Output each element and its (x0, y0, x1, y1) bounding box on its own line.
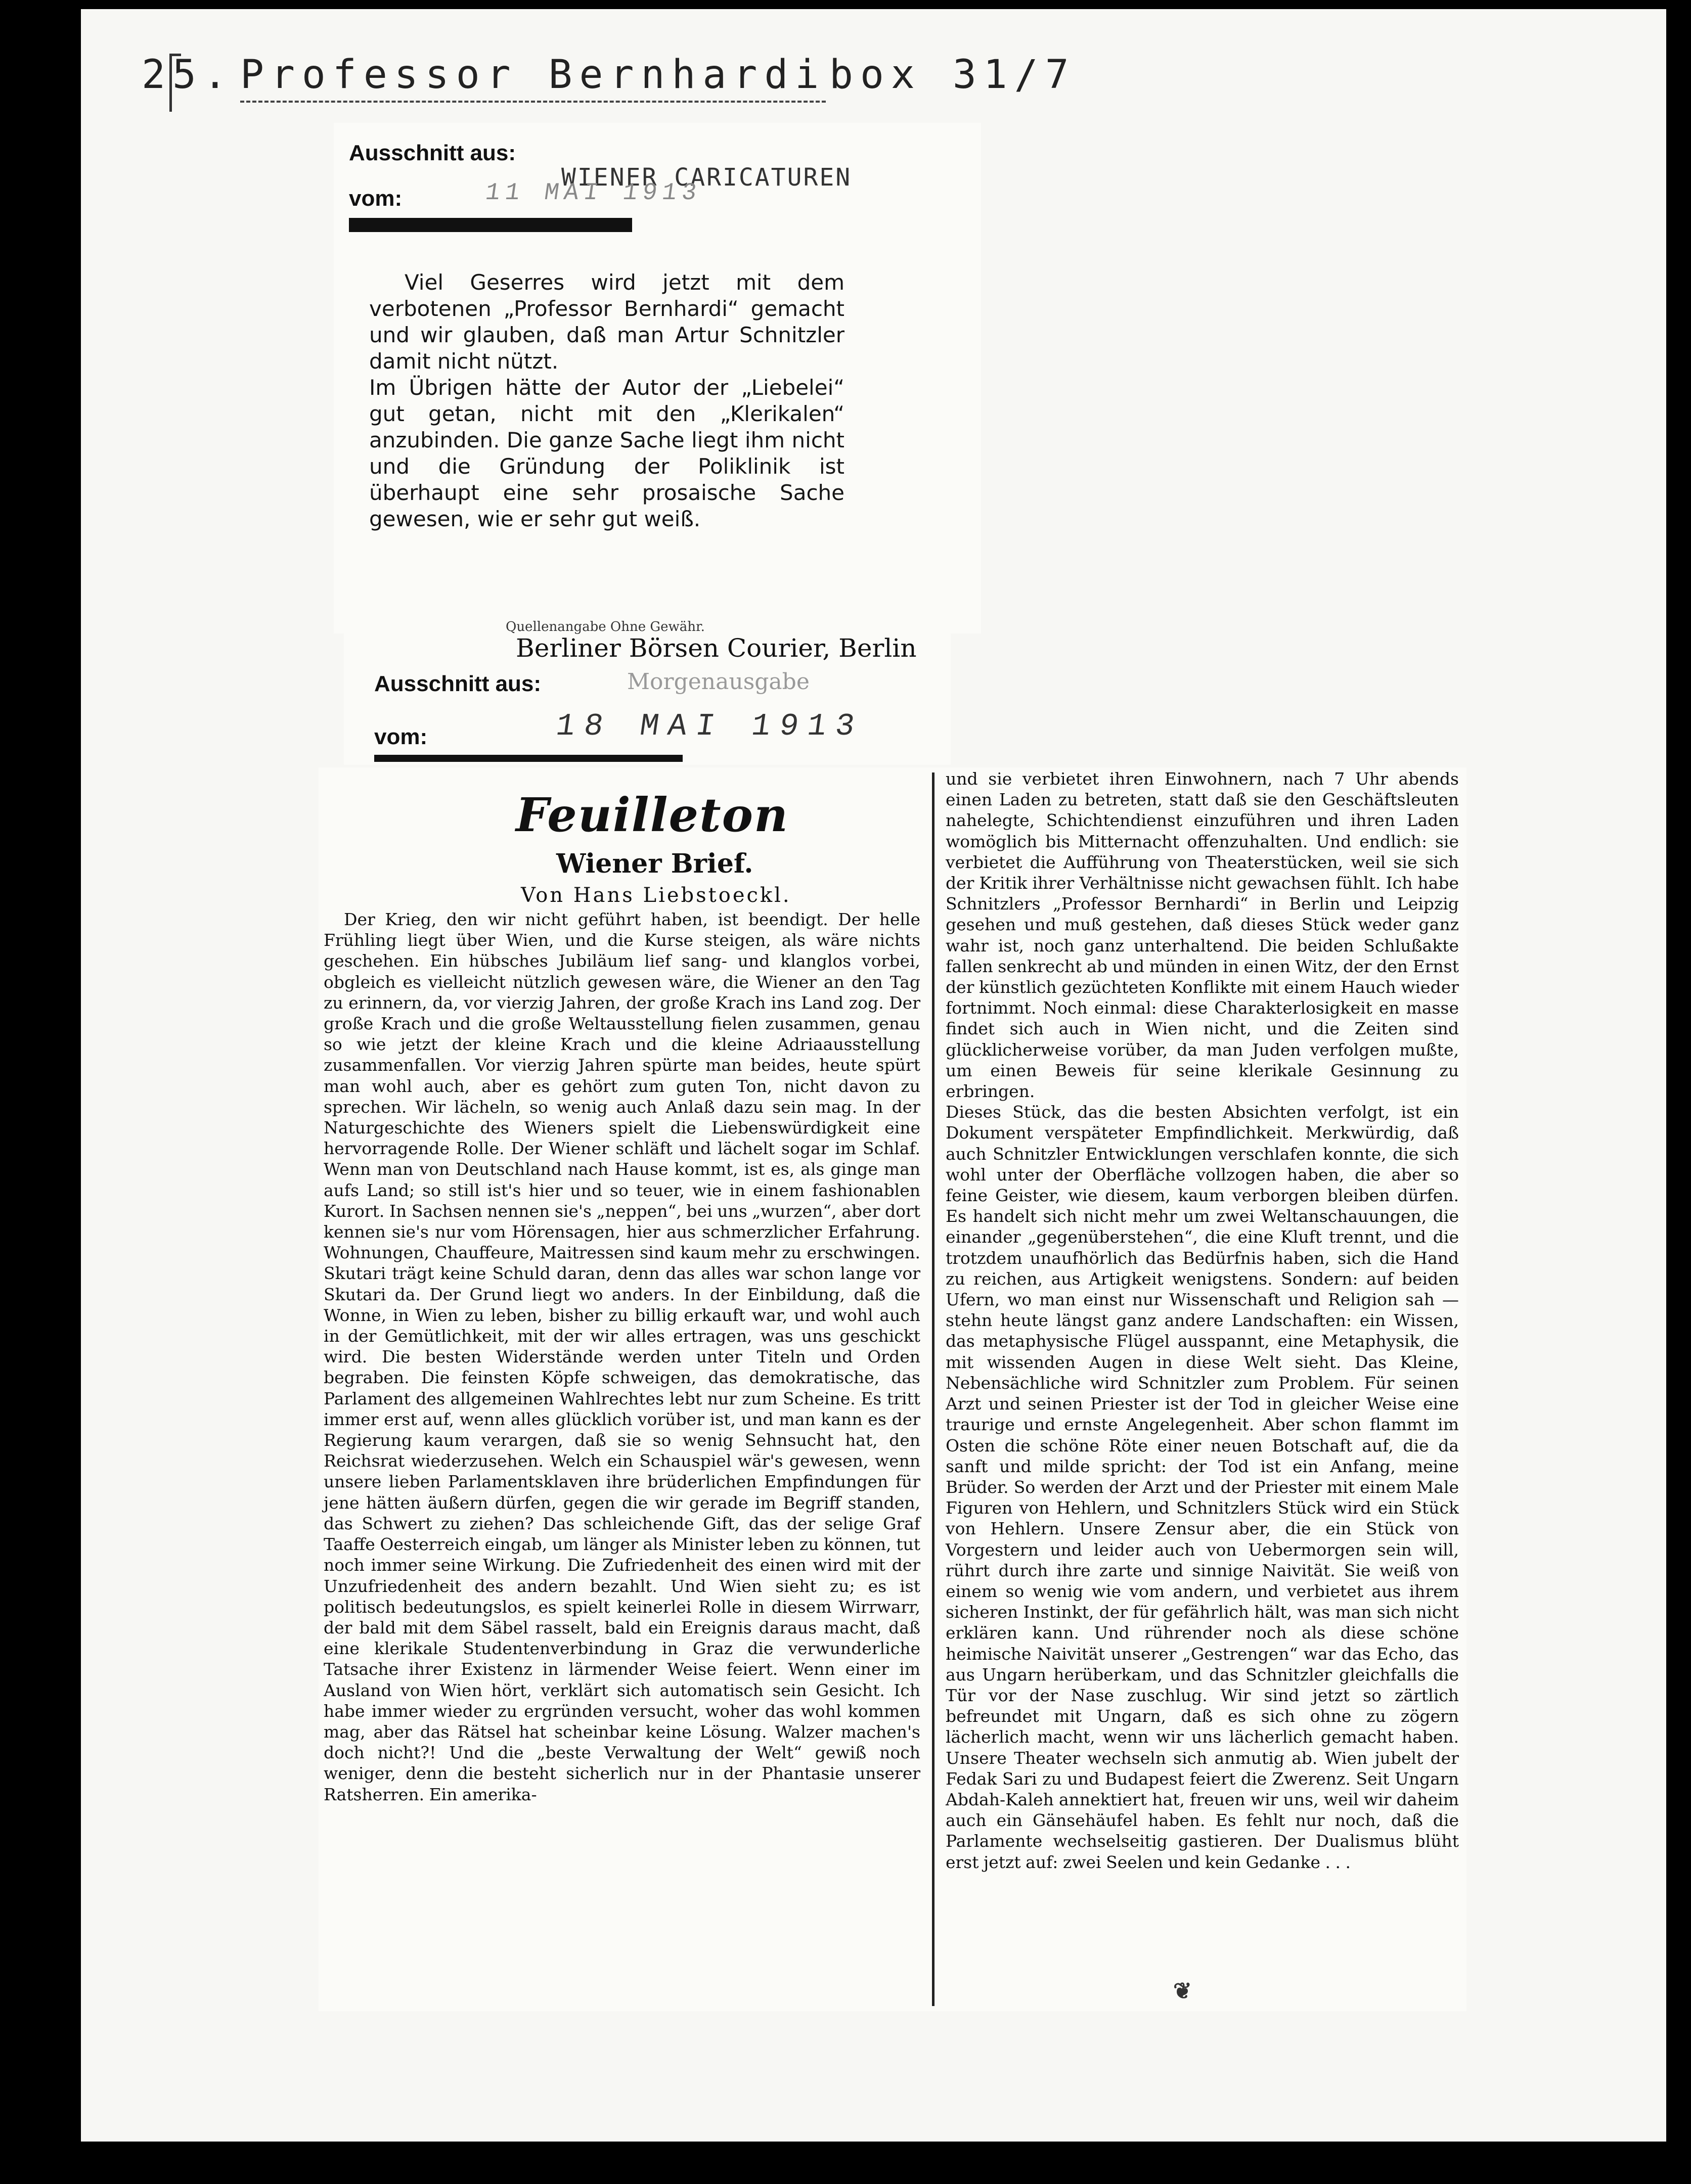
article-column-left: Der Krieg, den wir nicht geführt haben, ist beendigt. Der helle Frühling liegt über Wien, und die Kurse steigen, als wäre nichts geschehen. Ein hübsches Jubiläum lief sang- und klanglos vorbei, obgleich es vielleicht nützlich gewesen wäre, die Wiener an den Tag zu erinnern, da, vor vierzig Jahren, der große Krach ins Land zog. Der große Krach und die große Weltausstellung fielen zusammen, genau so wie jetzt der kleine Krach und die kleine Adriaausstellung zusammenfallen. Vor vierzig Jahren spürte man beides, heute spürt man wohl auch, aber es gehört zum guten Ton, nicht davon zu sprechen. Wir lächeln, so wenig auch Anlaß dazu sein mag. In der Naturgeschichte des Wieners spielt die Liebenswürdigkeit eine hervorragende Rolle. Der Wiener schläft und lächelt sogar im Schlaf. Wenn man von Deutschland nach Hause kommt, ist es, als ginge man aufs Land; so still ist's hier und so teuer, wie in einem fashionablen Kurort. In Sachsen nennen sie's „neppen“, bei uns „wurzen“, aber dort kennen sie's nur vom Hörensagen, hier aus schmerzlicher Erfahrung. Wohnungen, Chauffeure, Maitressen sind kaum mehr zu erschwingen. Skutari trägt keine Schuld daran, denn das alles war schon lange vor Skutari da. Der Grund liegt wo anders. In der Einbildung, daß die Wonne, in Wien zu leben, bisher zu billig erkauft war, und wohl auch in der Gemütlichkeit, mit der wir alles ertragen, was uns geschickt wird. Die besten Widerstände werden unter Titeln und Orden begraben. Die feinsten Köpfe schweigen, das demokratische, das Parlament des allgemeinen Wahlrechtes lebt nur zum Scheine. Es tritt immer erst auf, wenn alles glücklich vorüber ist, und man kann es der Regierung kaum verargen, daß sie so wenig Sehnsucht hat, den Reichsrat wiederzusehen. Welch ein Schauspiel wär's gewesen, wenn unsere lieben Parlamentsklaven ihre brüderlichen Empfindungen für jene hätten äußern dürfen, gegen die wir gerade im Begriff standen, das Schwert zu ziehen? Das schleichende Gift, das der selige Graf Taaffe Oesterreich eingab, um länger als Minister leben zu können, tut noch immer seine Wirkung. Die Zufriedenheit des einen wird mit der Unzufriedenheit des andern bezahlt. Und Wien sieht zu; es ist politisch bedeutungslos, es spielt keinerlei Rolle in diesem Wirrwarr, der bald mit dem Säbel rasselt, bald ein Ereignis daraus macht, daß eine klerikale Studentenverbindung in Graz die verwunderliche Tatsache ihrer Existenz in lärmender Weise feiert. Wenn einer im Ausland von Wien hört, verklärt sich automatisch sein Gesicht. Ich habe immer wieder zu ergründen versucht, woher das wohl kommen mag, aber das Rätsel hat scheinbar keine Lösung. Walzer machen's doch nicht?! Und die „beste Verwaltung der Welt“ gewiß noch weniger, denn die besteht sicherlich nur in der Phantasie unserer Ratsherren. Ein amerika- (324, 909, 920, 1804)
publication-stamp: WIENER CARICATUREN (561, 163, 852, 192)
header-number: 25. (142, 52, 234, 98)
column-rule (932, 772, 935, 2006)
clipping-feuilleton (319, 767, 1466, 2011)
date-stamp: 11 MAI 1913 (483, 179, 703, 207)
label-ausschnitt: Ausschnitt aus: (349, 141, 516, 165)
article-column-right: und sie verbietet ihren Einwohnern, nach 7 Uhr abends einen Laden zu betreten, statt daß sie den Geschäftsleuten nahelegte, Schichtendienst einzuführen und ihren Laden womöglich bis Mitternacht offenzuhalten. Und endlich: sie verbietet die Aufführung von Theaterstücken, weil sie sich der Kritik ihrer Verhältnisse nicht gewachsen fühlt. Ich habe Schnitzlers „Professor Bernhardi“ in Berlin und Leipzig gesehen und muß gestehen, daß dieses Stück weder ganz wahr ist, noch ganz unterhaltend. Die beiden Schlußakte fallen senkrecht ab und münden in einen Witz, der den Ernst der künstlich gezüchteten Konflikte mit einem Hauch wieder fortnimmt. Noch einmal: diese Charakterlosigkeit en masse findet sich auch in Wien nicht, und die Zeiten sind glücklicherweise vorüber, da man Juden verfolgen mußte, um einen Beweis für seine klerikale Gesinnung zu erbringen. Dieses Stück, das die besten Absichten verfolgt, ist ein Dokument verspäteter Empfindlichkeit. Merkwürdig, daß auch Schnitzler Entwicklungen verschlafen konnte, die sich wohl unter der Oberfläche vollzogen haben, die aber so feine Geister, wie diesem, kaum verborgen bleiben dürfen. Es handelt sich nicht mehr um zwei Weltanschauungen, die einander „gegenüberstehen“, die eine Kluft trennt, und die trotzdem unaufhörlich das Bedürfnis haben, sich die Hand zu reichen, aus Artigkeit wenigstens. Sondern: auf beiden Ufern, wo man einst nur Wissenschaft und Religion sah — stehn heute längst ganz andere Landschaften: ein Wissen, das metaphysische Flügel ausspannt, eine Metaphysik, die mit wissenden Augen in diese Welt sieht. Das Kleine, Nebensächliche wird Schnitzler zum Problem. Für seinen Arzt und seinen Priester ist der Tod in gleicher Weise eine traurige und ernste Angelegenheit. Aber schon flammt im Osten die schöne Röte einer neuen Botschaft auf, die da sanft und milde spricht: der Tod ist ein Anfang, meine Brüder. So werden der Arzt und der Priester mit einem Male Figuren von Hehlern, und Schnitzlers Stück wird ein Stück von Hehlern. Unsere Zensur aber, die ein Stück von Vorgestern und leider auch von Uebermorgen sein will, rührt durch ihre zarte und sinnige Naivität. Sie weiß von einem so wenig wie vom andern, und verbietet aus ihrem sicheren Instinkt, der für gefährlich hält, was man sich nicht erklären kann. Und rührender noch als diese schöne heimische Naivität unserer „Gestrengen“ war das Echo, das aus Ungarn herüberkam, und das Schnitzler gleichfalls die Tür vor der Nase zuschlug. Wir sind jetzt so zärtlich befreundet mit Ungarn, daß es sich ohne zu zögern lächerlich macht, wenn wir uns lächerlich gemacht haben. Unsere Theater wechseln sich anmutig ab. Wien jubelt der Fedak Sari zu und Budapest feiert die Zwerenz. Seit Ungarn Abdah-Kaleh annektiert hat, freuen wir uns, weil wir daheim auch ein Gänsehäufel haben. Es fehlt nur noch, daß die Parlamente wechselseitig gastieren. Der Dualismus blüht erst jetzt auf: zwei Seelen und kein Gedanke . . . (946, 769, 1459, 1872)
article-title: Wiener Brief. (556, 848, 753, 879)
publication-name: Berliner Börsen Courier, Berlin (516, 633, 917, 663)
edition: Morgenausgabe (627, 669, 810, 695)
black-bar (374, 755, 683, 762)
header-title: Professor Bernhardi (240, 52, 826, 103)
clipping-berliner-header (344, 613, 951, 765)
end-ornament: ❦ (1173, 1978, 1192, 2004)
clipping-wiener-caricaturen (334, 123, 981, 633)
label-ausschnitt: Ausschnitt aus: (374, 671, 542, 696)
label-vom: vom: (374, 724, 428, 749)
header-box: box 31/7 (829, 52, 1076, 98)
black-bar (349, 218, 632, 232)
byline: Von Hans Liebstoeckl. (521, 884, 791, 907)
archive-sheet (81, 9, 1666, 2142)
source-note: Quellenangabe Ohne Gewähr. (506, 619, 705, 634)
date-stamp: 18 MAI 1913 (554, 708, 866, 744)
section-title: Feuilleton (516, 788, 789, 842)
label-vom: vom: (349, 186, 403, 211)
clipping-text: Viel Geserres wird jetzt mit dem verbotenen „Professor Bernhardi“ gemacht und wir glauben, daß man Artur Schnitzler damit nicht nützt. Im Übrigen hätte der Autor der „Liebelei“ gut getan, nicht mit den „Klerikalen“ anzubinden. Die ganze Sache liegt ihm nicht und die Gründung der Poliklinik ist überhaupt eine sehr prosaische Sache gewesen, wie er sehr gut weiß. (369, 270, 844, 531)
